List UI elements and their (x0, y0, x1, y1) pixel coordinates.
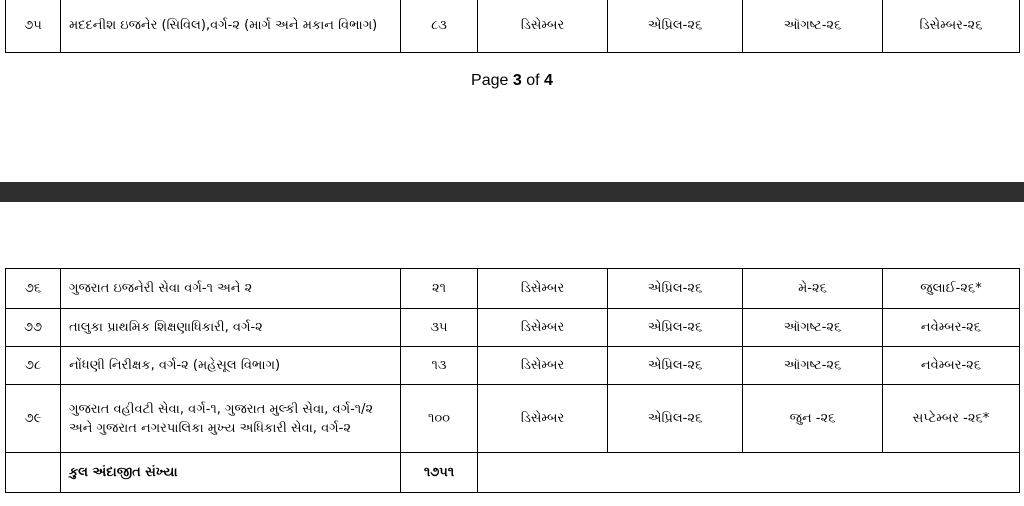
table-row (6, 385, 1020, 453)
interview-cell: જુલાઈ-૨૬* (883, 269, 1020, 309)
table-row (6, 269, 1020, 309)
interview-cell: નવેમ્બર-૨૬ (883, 347, 1020, 385)
total-value-cell: ૧૭૫૧ (401, 453, 478, 493)
empty-serial-cell (6, 453, 61, 493)
serial-number-cell: ૭૯ (6, 385, 61, 453)
prelim-exam-cell: એપ્રિલ-૨૬ (608, 269, 743, 309)
vacancy-table-page3 (5, 0, 1020, 53)
of-word: of (526, 72, 540, 89)
mains-exam-cell: મે-૨૬ (743, 269, 883, 309)
prelim-exam-cell: એપ્રિલ-૨૬ (608, 309, 743, 347)
page-break-separator (0, 182, 1024, 202)
page-number-footer (0, 72, 1024, 90)
prelim-exam-cell: એપ્રિલ-૨૬ (608, 385, 743, 453)
vacancy-count-cell: ૧૩ (401, 347, 478, 385)
advertisement-month-cell: ડિસેમ્બર (478, 0, 608, 53)
vacancy-table-page4 (5, 268, 1020, 493)
vacancy-count-cell: ૩૫ (401, 309, 478, 347)
mains-exam-cell: ઑગષ્ટ-૨૬ (743, 347, 883, 385)
table-row (6, 347, 1020, 385)
mains-exam-cell: ઑગષ્ટ-૨૬ (743, 0, 883, 53)
post-name-cell: ગુજરાત વહીવટી સેવા, વર્ગ-૧, ગુજરાત મુલ્કી સેવા, વર્ગ-૧/૨ અને ગુજરાત નગરપાલિકા મુખ્ય અધિકારી સેવા, વર્ગ-૨ (61, 385, 401, 453)
page-word: Page (471, 72, 509, 89)
total-row (6, 453, 1020, 493)
total-label-cell: કુલ અંદાજીત સંખ્યા (61, 453, 401, 493)
vacancy-count-cell: ૧૦૦ (401, 385, 478, 453)
post-name-cell: મદદનીશ ઇજનેર (સિવિલ),વર્ગ-૨ (માર્ગ અને મકાન વિભાગ) (61, 0, 401, 53)
vacancy-count-cell: ૮૩ (401, 0, 478, 53)
post-name-cell: ગુજરાત ઇજનેરી સેવા વર્ગ-૧ અને ૨ (61, 269, 401, 309)
mains-exam-cell: જુન -૨૬ (743, 385, 883, 453)
mains-exam-cell: ઑગષ્ટ-૨૬ (743, 309, 883, 347)
serial-number-cell: ૭૭ (6, 309, 61, 347)
serial-number-cell: ૭૫ (6, 0, 61, 53)
current-page-number: 3 (512, 72, 522, 89)
empty-merged-cell (478, 453, 1020, 493)
post-name-cell: તાલુકા પ્રાથમિક શિક્ષણાધિકારી, વર્ગ-૨ (61, 309, 401, 347)
total-pages-number: 4 (544, 72, 553, 89)
prelim-exam-cell: એપ્રિલ-૨૬ (608, 0, 743, 53)
prelim-exam-cell: એપ્રિલ-૨૬ (608, 347, 743, 385)
advertisement-month-cell: ડિસેમ્બર (478, 385, 608, 453)
vacancy-count-cell: ૨૧ (401, 269, 478, 309)
interview-cell: નવેમ્બર-૨૬ (883, 309, 1020, 347)
table-row (6, 0, 1020, 53)
post-name-cell: નોંધણી નિરીક્ષક, વર્ગ-૨ (મહેસૂલ વિભાગ) (61, 347, 401, 385)
interview-cell: ડિસેમ્બર-૨૬ (883, 0, 1020, 53)
advertisement-month-cell: ડિસેમ્બર (478, 309, 608, 347)
advertisement-month-cell: ડિસેમ્બર (478, 347, 608, 385)
advertisement-month-cell: ડિસેમ્બર (478, 269, 608, 309)
interview-cell: સપ્ટેમ્બર -૨૬* (883, 385, 1020, 453)
serial-number-cell: ૭૬ (6, 269, 61, 309)
serial-number-cell: ૭૮ (6, 347, 61, 385)
table-row (6, 309, 1020, 347)
